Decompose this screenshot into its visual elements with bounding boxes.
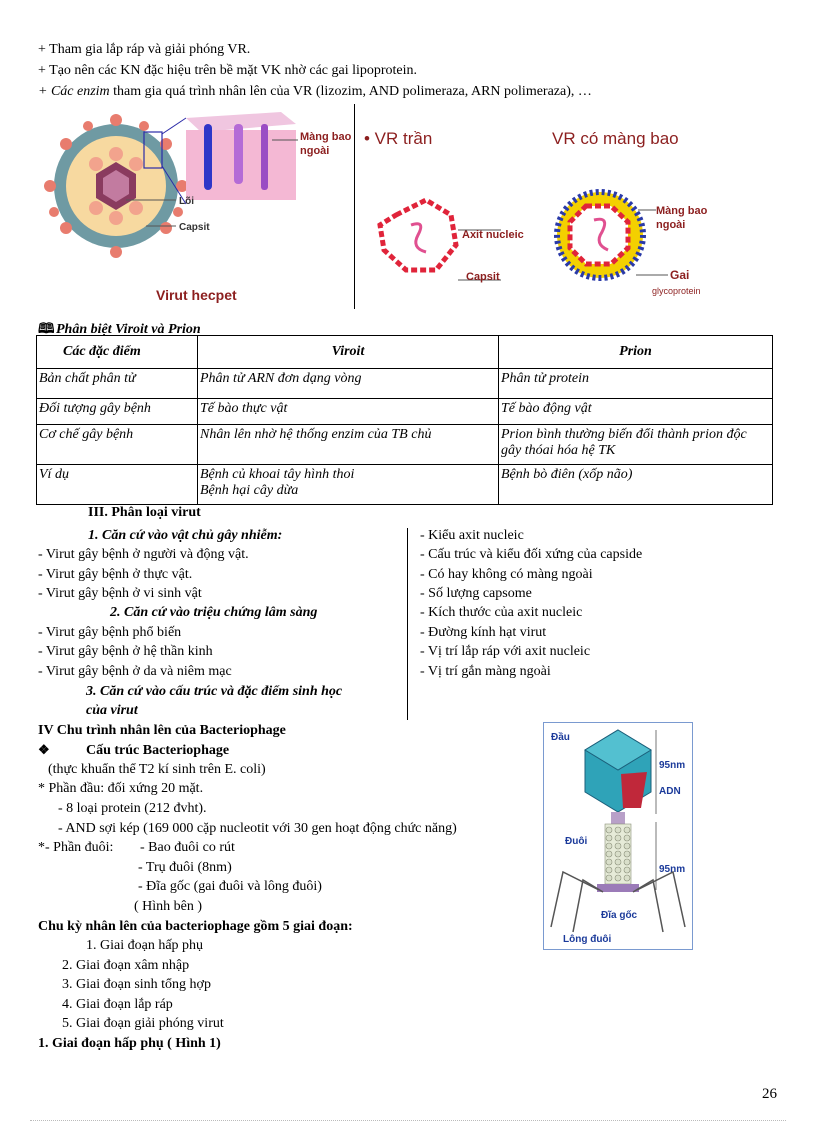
table-cell <box>499 425 773 465</box>
section3-heading-2: 2. Căn cứ vào triệu chứng lâm sàng <box>110 605 318 620</box>
prion-heading-text: Phân biệt Viroit và Prion <box>56 322 201 337</box>
table-cell <box>198 465 499 505</box>
header-prion: Prion <box>499 336 773 369</box>
cell-line: Bệnh hại cây dừa <box>200 483 299 498</box>
list-item: - Kiểu axit nucleic <box>420 528 524 543</box>
table-cell: Đối tượng gây bệnh <box>37 399 198 425</box>
tail-line-1: - Bao đuôi co rút <box>140 840 235 855</box>
table-cell: Ví dụ <box>37 465 198 505</box>
viroid-prion-table <box>36 335 773 505</box>
label-core: Lõi <box>179 196 194 207</box>
table-cell: Cơ chế gây bệnh <box>37 425 198 465</box>
label-spike: Gai <box>670 268 690 282</box>
virus-types-figure <box>356 110 726 310</box>
label-fibers: Lông đuôi <box>563 934 612 945</box>
table-cell: Nhân lên nhờ hệ thống enzim của TB chủ <box>198 425 499 465</box>
label-capsid-2: Capsit <box>466 271 500 283</box>
section3-title: III. Phân loại virut <box>88 505 201 520</box>
header-feature: Các đặc điểm <box>37 336 198 369</box>
list-item: - Cấu trúc và kiểu đối xứng của capside <box>420 547 643 562</box>
tail-line-4: ( Hình bên ) <box>134 899 203 914</box>
table-cell: Phân tử protein <box>499 369 773 399</box>
tail-line-2: - Trụ đuôi (8nm) <box>138 860 232 875</box>
section3-heading-1: 1. Căn cứ vào vật chủ gây nhiễm: <box>88 528 283 543</box>
list-item: - Vị trí gắn màng ngoài <box>420 664 551 679</box>
table-row <box>37 465 773 505</box>
intro-line-1: + Tham gia lắp ráp và giải phóng VR. <box>38 42 251 57</box>
list-item: 5. Giai đoạn giải phóng virut <box>62 1016 224 1031</box>
structure-heading-text: Cấu trúc Bacteriophage <box>86 743 230 758</box>
section4-title: IV Chu trình nhân lên của Bacteriophage <box>38 723 286 738</box>
label-naked-virus: • VR trần <box>364 129 433 148</box>
table-header-row <box>37 336 773 369</box>
cell-line: gây thóai hóa hệ TK <box>501 443 616 458</box>
table-cell: Phân tử ARN đơn dạng vòng <box>198 369 499 399</box>
list-item: - Virut gây bệnh ở da và niêm mạc <box>38 664 232 679</box>
column-divider <box>407 528 408 720</box>
footer-rule <box>30 1120 786 1121</box>
intro-line-3-em: + Các enzim <box>38 84 110 99</box>
list-item: 4. Giai đoạn lắp ráp <box>62 997 173 1012</box>
list-item: - Virut gây bệnh ở thực vật. <box>38 567 193 582</box>
page-number: 26 <box>762 1086 777 1102</box>
list-item: - Kích thước của axit nucleic <box>420 605 583 620</box>
head-line-3: - AND sợi kép (169 000 cặp nucleotit với 30 gen hoạt động chức năng) <box>58 821 457 836</box>
list-item: 3. Giai đoạn sinh tổng hợp <box>62 977 211 992</box>
stage1-heading: 1. Giai đoạn hấp phụ ( Hình 1) <box>38 1036 221 1051</box>
label-size-2: 95nm <box>659 864 686 875</box>
naked-virus-icon <box>380 200 456 270</box>
label-envelope-2b: ngoài <box>656 219 686 231</box>
table-cell: Tế bào thực vật <box>198 399 499 425</box>
cell-line: Bệnh củ khoai tây hình thoi <box>200 467 355 482</box>
figure-divider <box>354 104 355 309</box>
list-item: - Virut gây bệnh ở vi sinh vật <box>38 586 202 601</box>
table-cell: Bản chất phân tử <box>37 369 198 399</box>
list-item: - Virut gây bệnh ở hệ thần kinh <box>38 644 213 659</box>
table-row <box>37 369 773 399</box>
list-item: - Có hay không có màng ngoài <box>420 567 593 582</box>
structure-note: (thực khuẩn thể T2 kí sinh trên E. coli) <box>48 762 266 777</box>
intro-line-3-rest: tham gia quá trình nhân lên của VR (lizozim, AND polimeraza, ARN polimeraza), … <box>109 84 592 99</box>
cell-line: Prion bình thường biến đổi thành prion độc <box>501 427 747 442</box>
herpes-virus-figure <box>36 104 356 309</box>
section3-heading-3a: 3. Căn cứ vào cấu trúc và đặc điểm sinh học <box>86 684 343 699</box>
label-nucleic: Axit nucleic <box>462 229 524 241</box>
label-glyco: glycoprotein <box>652 286 701 296</box>
table-row <box>37 399 773 425</box>
table-cell: Bệnh bò điên (xốp não) <box>499 465 773 505</box>
phage-tail-icon <box>605 824 631 884</box>
figure-caption: Virut hecpet <box>156 287 237 303</box>
list-item: 1. Giai đoạn hấp phụ <box>86 938 204 953</box>
cycle-title: Chu kỳ nhân lên của bacteriophage gồm 5 giai đoạn: <box>38 919 353 934</box>
list-item: - Số lượng capsome <box>420 586 532 601</box>
book-icon: 🕮 <box>38 322 55 337</box>
section3-heading-3b: của virut <box>86 703 138 718</box>
enveloped-virus-icon <box>557 192 643 278</box>
label-enveloped-virus: VR có màng bao <box>552 129 679 148</box>
head-line-2: - 8 loại protein (212 đvht). <box>58 801 207 816</box>
list-item: - Đường kính hạt virut <box>420 625 547 640</box>
header-viroid: Viroit <box>198 336 499 369</box>
label-tail: Đuôi <box>565 836 588 847</box>
label-size-1: 95nm <box>659 760 686 771</box>
intro-line-3 <box>38 84 592 100</box>
label-envelope-2: ngoài <box>300 145 330 157</box>
envelope-detail-icon <box>186 112 296 200</box>
herpes-virion-icon <box>44 114 188 258</box>
list-item: - Virut gây bệnh phổ biến <box>38 625 182 640</box>
label-base: Đĩa gốc <box>601 910 638 921</box>
table-row <box>37 425 773 465</box>
bacteriophage-figure <box>543 722 693 950</box>
label-head: Đầu <box>551 732 570 743</box>
label-envelope-2a: Màng bao <box>656 205 708 217</box>
list-item: - Vị trí lắp ráp với axit nucleic <box>420 644 591 659</box>
intro-line-2: + Tạo nên các KN đặc hiệu trên bề mặt VK nhờ các gai lipoprotein. <box>38 63 418 78</box>
structure-heading <box>38 742 229 759</box>
list-item: - Virut gây bệnh ở người và động vật. <box>38 547 249 562</box>
label-capsid: Capsit <box>179 222 210 233</box>
table-cell: Tế bào động vật <box>499 399 773 425</box>
tail-label: *- Phần đuôi: <box>38 840 114 855</box>
label-dna: ADN <box>659 786 681 797</box>
list-item: 2. Giai đoạn xâm nhập <box>62 958 190 973</box>
head-line-1: * Phần đầu: đối xứng 20 mặt. <box>38 781 204 796</box>
tail-line-3: - Đĩa gốc (gai đuôi và lông đuôi) <box>138 879 322 894</box>
diamond-bullet-icon: ❖ <box>38 742 50 757</box>
label-envelope-1: Màng bao <box>300 131 352 143</box>
